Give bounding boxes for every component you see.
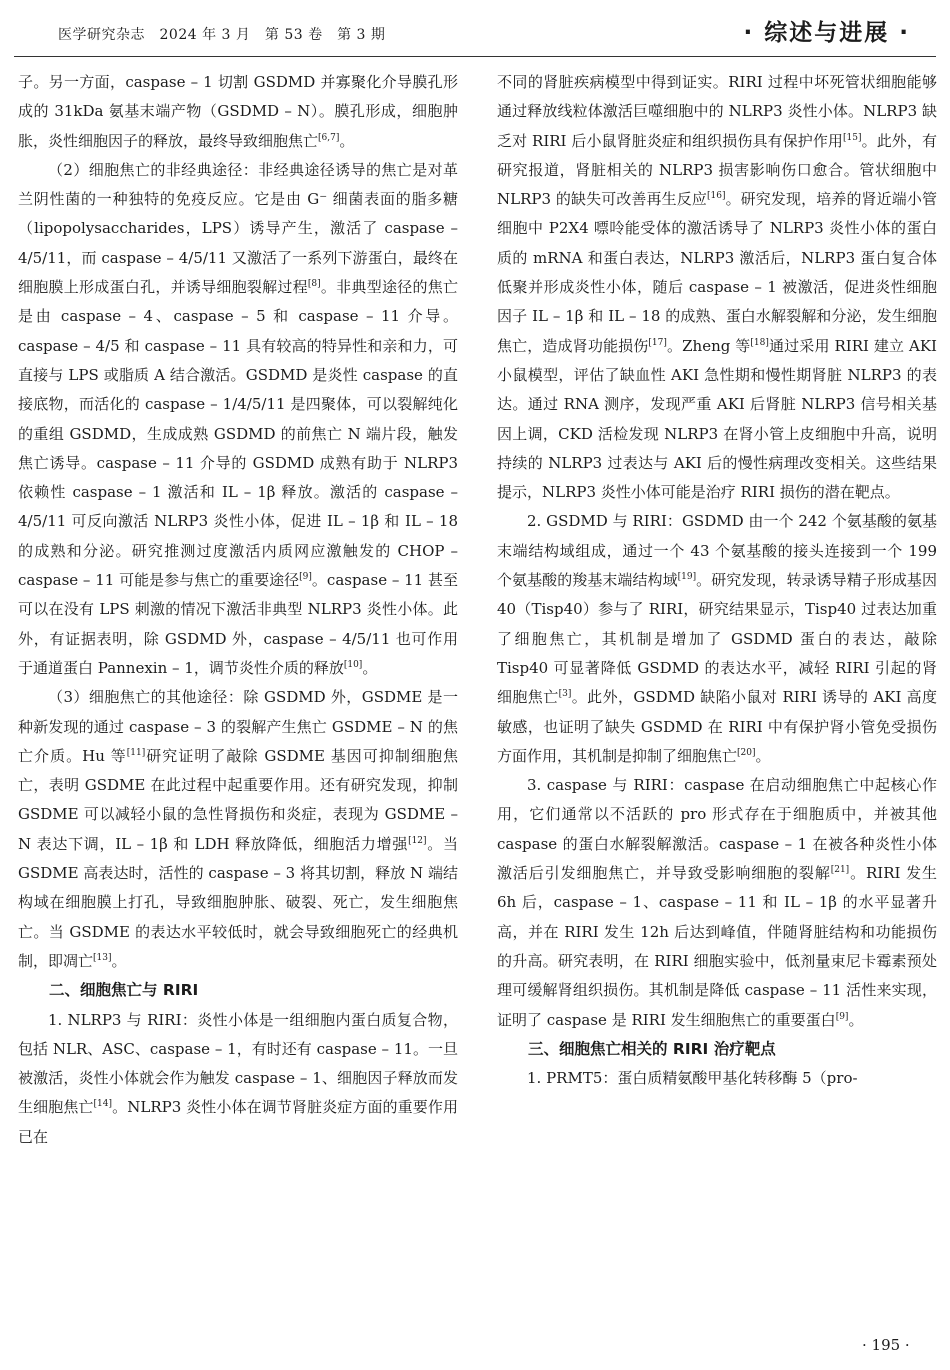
- paragraph: [18, 683, 458, 976]
- section-tag: · 综述与进展 ·: [743, 20, 910, 46]
- citation-ref: [21]: [830, 865, 850, 876]
- paragraph-text: 。: [755, 746, 771, 765]
- right-column: [497, 68, 937, 1093]
- paragraph-text: 。研究发现，培养的肾近端小管细胞中 P2X4 嘌呤能受体的激活诱导了 NLRP3 炎性小体的蛋白质的 mRNA 和蛋白表达，NLRP3 激活后，NLRP3 蛋白复合体低聚并形成炎性小体，随后 caspase – 1 被激活，促进炎性细胞因子 IL – 1β 和 IL – 18 的成熟、蛋白水解裂解和分泌，发生细胞焦亡，造成肾功能损伤: [497, 190, 937, 355]
- paragraph-text: 不同的肾脏疾病模型中得到证实。RIRI 过程中坏死管状细胞能够通过释放线粒体激活巨噬细胞中的 NLRP3 炎性小体。NLRP3 缺乏对 RIRI 后小鼠肾脏炎症和组织损伤具有保护作用: [497, 73, 937, 150]
- paragraph-text: 研究证明了敲除 GSDME 基因可抑制细胞焦亡，表明 GSDME 在此过程中起重要作用。还有研究发现，抑制 GSDME 可以减轻小鼠的急性肾损伤和炎症，表现为 GSDME – N 表达下调，IL – 1β 和 LDH 释放降低，细胞活力增强: [18, 746, 459, 853]
- citation-ref: [13]: [93, 952, 112, 963]
- citation-ref: [11]: [126, 747, 146, 758]
- page-header: [0, 0, 950, 62]
- paragraph-text: 。RIRI 发生 6h 后，caspase – 1、caspase – 11 和 IL – 1β 的水平显著升高，并在 RIRI 发生 12h 后达到峰值，伴随肾脏结构和功能损伤的升高。研究表明，在 RIRI 细胞实验中，低剂量束尼卡霉素预处理可缓解肾组织损伤。其机制是降低 caspase – 11 活性来实现，证明了 caspase 是 RIRI 发生细胞焦亡的重要蛋白: [497, 864, 937, 1029]
- citation-ref: [20]: [737, 747, 756, 758]
- section-heading: 三、细胞焦亡相关的 RIRI 治疗靶点: [528, 1039, 776, 1058]
- paragraph-text: 2. GSDMD 与 RIRI：GSDMD 由一个 242 个氨基酸的氨基末端结构域组成，通过一个 43 个氨基酸的接头连接到一个 199 个氨基酸的羧基末端结构域: [497, 512, 937, 590]
- paragraph-text: 。此外，GSDMD 缺陷小鼠对 RIRI 诱导的 AKI 高度敏感，也证明了缺失 GSDMD 在 RIRI 中有保护肾小管免受损伤方面作用，其机制是抑制了细胞焦亡: [497, 688, 937, 765]
- citation-ref: [17]: [648, 337, 667, 348]
- left-column: [18, 68, 458, 1152]
- paragraph-text: 。: [111, 951, 127, 970]
- paragraph-text: 。Zheng 等: [666, 336, 751, 355]
- citation-ref: [15]: [843, 132, 862, 143]
- citation-ref: [9]: [299, 572, 312, 583]
- paragraph: [497, 507, 937, 771]
- paragraph-text: 3. caspase 与 RIRI：caspase 在启动细胞焦亡中起核心作用，它们通常以不活跃的 pro 形式存在于细胞质中，并被其他 caspase 的蛋白水解裂解激活。caspase – 1 在被各种炎性小体激活后引发细胞焦亡，并导致受影响细胞的裂解: [497, 776, 937, 883]
- paragraph-text: （2）细胞焦亡的非经典途径：非经典途径诱导的焦亡是对革兰阴性菌的一种独特的免疫反应。它是由 G⁻ 细菌表面的脂多糖（lipopolysaccharides，LPS）诱导产生，激活了 caspase – 4/5/11，而 caspase – 4/5/11 又激活了一系列下游蛋白，最终在细胞膜上形成蛋白孔，并诱导细胞裂解过程: [18, 160, 458, 297]
- paragraph-text: 。: [848, 1010, 864, 1029]
- citation-ref: [6,7]: [318, 132, 340, 143]
- paragraph-text: 1. PRMT5：蛋白质精氨酸甲基化转移酶 5（pro-: [527, 1069, 858, 1088]
- citation-ref: [12]: [408, 835, 427, 846]
- paragraph-text: 子。另一方面，caspase – 1 切割 GSDMD 并寡聚化介导膜孔形成的 31kDa 氨基末端产物（GSDMD – N）。膜孔形成，细胞肿胀，炎性细胞因子的释放，最终导致细胞焦亡: [18, 73, 458, 150]
- citation-ref: [14]: [93, 1099, 113, 1110]
- paragraph-text: 。NLRP3 炎性小体在调节肾脏炎症方面的重要作用已在: [18, 1098, 458, 1146]
- citation-ref: [3]: [558, 689, 572, 700]
- paragraph-text: 。: [339, 131, 355, 150]
- paragraph: [497, 1064, 937, 1093]
- journal-info: 医学研究杂志 2024 年 3 月 第 53 卷 第 3 期: [58, 27, 386, 43]
- paragraph-text: 。研究发现，转录诱导精子形成基因 40（Tisp40）参与了 RIRI，研究结果显示，Tisp40 过表达加重了细胞焦亡，其机制是增加了 GSDMD 蛋白的表达，敲除 Tisp40 可显著降低 GSDMD 的表达水平，减轻 RIRI 引起的肾细胞焦亡: [497, 571, 937, 707]
- citation-ref: [18]: [750, 337, 769, 348]
- citation-ref: [9]: [835, 1011, 849, 1022]
- citation-ref: [8]: [307, 279, 321, 290]
- paragraph: [497, 68, 937, 507]
- header-rule: [14, 56, 936, 57]
- paragraph: [18, 1006, 458, 1152]
- citation-ref: [10]: [343, 659, 363, 670]
- citation-ref: [16]: [706, 191, 726, 202]
- citation-ref: [19]: [677, 572, 697, 583]
- paragraph: [18, 68, 458, 156]
- paragraph: [18, 156, 458, 683]
- paragraph-text: 。非典型途径的焦亡是由 caspase – 4、caspase – 5 和 caspase – 11 介导。caspase – 4/5 和 caspase – 11 具有较高的特异性和亲和力，可直接与 LPS 或脂质 A 结合激活。GSDMD 是炎性 caspase 的直接底物，而活化的 caspase – 1/4/5/11 是四聚体，可以裂解纯化的重组 GSDMD，生成成熟 GSDMD 的前焦亡 N 端片段，触发焦亡诱导。caspase – 11 介导的 GSDMD 成熟有助于 NLRP3 依赖性 caspase – 1 激活和 IL – 1β 释放。激活的 caspase – 4/5/11 可反向激活 NLRP3 炎性小体，促进 IL – 1β 和 IL – 18 的成熟和分泌。研究推测过度激活内质网应激触发的 CHOP – caspase – 11 可能是参与焦亡的重要途径: [18, 278, 458, 590]
- paragraph-text: 。此外，有研究报道，肾脏相关的 NLRP3 损害影响伤口愈合。管状细胞中 NLRP3 的缺失可改善再生反应: [497, 131, 937, 209]
- page-number: · 195 ·: [862, 1336, 910, 1354]
- paragraph-text: （3）细胞焦亡的其他途径：除 GSDMD 外，GSDME 是一种新发现的通过 caspase – 3 的裂解产生焦亡 GSDME – N 的焦亡介质。Hu 等: [18, 688, 458, 765]
- paragraph: [497, 771, 937, 1035]
- paragraph-text: 1. NLRP3 与 RIRI：炎性小体是一组细胞内蛋白质复合物，包括 NLR、ASC、caspase – 1，有时还有 caspase – 11。一旦被激活，炎性小体就会作为触发 caspase – 1、细胞因子释放而发生细胞焦亡: [18, 1010, 458, 1117]
- paragraph-text: 。caspase – 11 甚至可以在没有 LPS 刺激的情况下激活非典型 NLRP3 炎性小体。此外，有证据表明，除 GSDMD 外，caspase – 4/5/11 也可作用于通道蛋白 Pannexin – 1，调节炎性介质的释放: [18, 571, 458, 677]
- paragraph-text: 通过采用 RIRI 建立 AKI 小鼠模型，评估了缺血性 AKI 急性期和慢性期肾脏 NLRP3 的表达。通过 RNA 测序，发现严重 AKI 后肾脏 NLRP3 信号相关基因上调，CKD 活检发现 NLRP3 在肾小管上皮细胞中升高，说明持续的 NLRP3 过表达与 AKI 后的慢性病理改变相关。这些结果提示，NLRP3 炎性小体可能是治疗 RIRI 损伤的潜在靶点。: [497, 336, 937, 502]
- paragraph-text: 。: [362, 658, 378, 677]
- section-heading: 二、细胞焦亡与 RIRI: [49, 981, 199, 1000]
- paragraph-text: 。当 GSDME 高表达时，活性的 caspase – 3 将其切割，释放 N 端结构域在细胞膜上打孔，导致细胞肿胀、破裂、死亡，发生细胞焦亡。当 GSDME 的表达水平较低时，就会导致细胞死亡的经典机制，即凋亡: [18, 834, 458, 970]
